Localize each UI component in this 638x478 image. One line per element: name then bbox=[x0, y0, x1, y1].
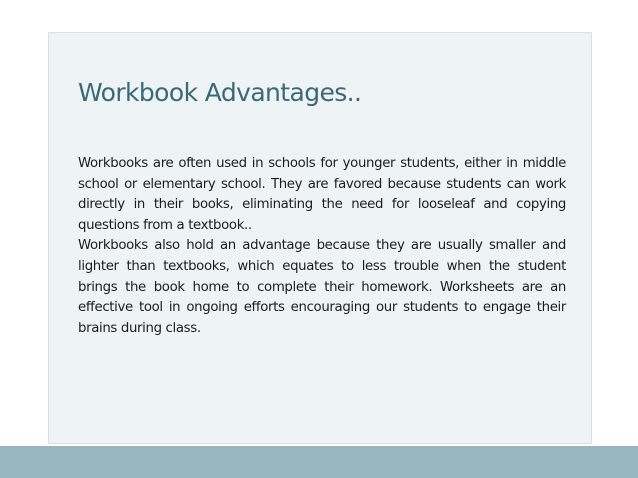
slide-body bbox=[78, 154, 566, 339]
footer-band bbox=[0, 446, 638, 478]
body-paragraph-1: Workbooks are often used in schools for younger students, either in middle school or elementary school. They are favored because students can work directly in their books, eliminating the need for looseleaf and copying questions from a textbook.. bbox=[78, 156, 566, 233]
body-paragraph-2: Workbooks also hold an advantage because they are usually smaller and lighter than textbooks, which equates to less trouble when the student brings the book home to complete their homework. Worksheets are an effective tool in ongoing efforts encouraging our students to engage their brains during class. bbox=[78, 238, 566, 336]
slide-title: Workbook Advantages.. bbox=[78, 78, 362, 107]
